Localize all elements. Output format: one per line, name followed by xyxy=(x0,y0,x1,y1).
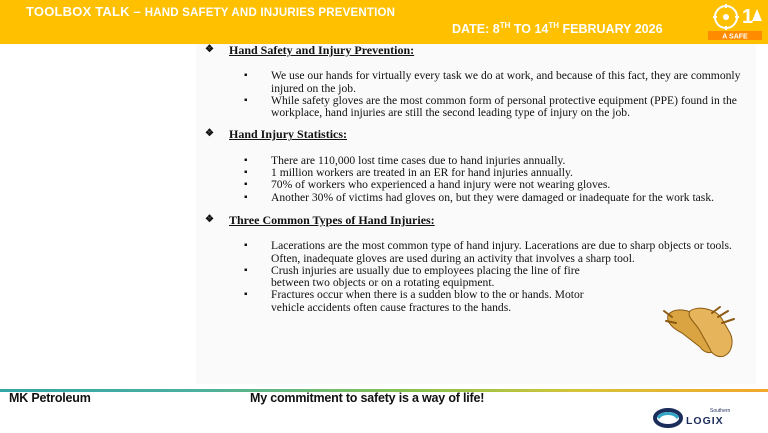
title-prefix: TOOLBOX TALK – xyxy=(26,4,141,19)
date-end: FEBRUARY 2026 xyxy=(559,22,663,36)
bullet-list xyxy=(229,70,753,119)
diamond-bullet-icon: ❖ xyxy=(205,44,214,55)
logo-small-text: Southern xyxy=(710,408,731,414)
date-label: DATE: 8 xyxy=(452,22,500,36)
diamond-bullet-icon: ❖ xyxy=(205,128,214,140)
safety-slogan: My commitment to safety is a way of life! xyxy=(250,391,485,405)
company-name: MK Petroleum xyxy=(9,391,91,405)
date-mid: TO 14 xyxy=(510,22,549,36)
document-body xyxy=(205,44,753,314)
logo-word: LOGIX xyxy=(686,415,724,427)
badge-text: A SAFE xyxy=(722,33,748,41)
list-item: ▪ Crush injuries are usually due to employees placing the line of fire between two objects or on a rotating equipment. xyxy=(271,265,753,290)
section-heading: ❖ Hand Safety and Injury Prevention: xyxy=(205,43,415,57)
bullet-list xyxy=(229,155,753,204)
list-item: ▪ There are 110,000 lost time cases due to hand injuries annually. xyxy=(271,155,753,167)
list-item: ▪ Lacerations are the most common type of hand injury. Lacerations are due to sharp objects or tools. Often, inadequate gloves are used during an activity that involves a sharp tool. xyxy=(271,240,753,265)
section-hand-safety xyxy=(205,44,753,119)
list-item: ▪ Another 30% of victims had gloves on, but they were damaged or inadequate for the work task. xyxy=(271,192,753,204)
safety-badge-icon xyxy=(704,1,766,41)
list-item: ▪ Fractures occur when there is a sudden blow to the or hands. Motor vehicle accidents often cause fractures to the hands. xyxy=(271,289,753,314)
title-main: HAND SAFETY AND INJURIES PREVENTION xyxy=(144,7,396,19)
section-heading: ❖ Three Common Types of Hand Injuries: xyxy=(205,212,435,227)
section-injury-types xyxy=(205,214,753,314)
diamond-bullet-icon: ❖ xyxy=(205,213,214,225)
list-item: ▪ 1 million workers are treated in an ER for hand injuries annually. xyxy=(271,167,753,179)
header-banner xyxy=(0,0,768,44)
date-sup-2: TH xyxy=(548,21,560,30)
page-title xyxy=(26,4,395,19)
list-item: ▪ We use our hands for virtually every task we do at work, and because of this fact, they are commonly injured on the job. xyxy=(271,70,753,95)
list-item: ▪ 70% of workers who experienced a hand injury were not wearing gloves. xyxy=(271,179,753,191)
date-range xyxy=(452,21,663,36)
safety-gloves-icon xyxy=(660,303,740,361)
list-item: ▪ While safety gloves are the most common form of personal protective equipment (PPE) found in the workplace, hand injuries are still the second leading type of injury on the job. xyxy=(271,95,753,120)
section-statistics xyxy=(205,128,753,203)
section-heading: ❖ Hand Injury Statistics: xyxy=(205,127,348,142)
badge-number: 1 xyxy=(742,6,754,28)
date-sup-1: TH xyxy=(499,21,511,30)
